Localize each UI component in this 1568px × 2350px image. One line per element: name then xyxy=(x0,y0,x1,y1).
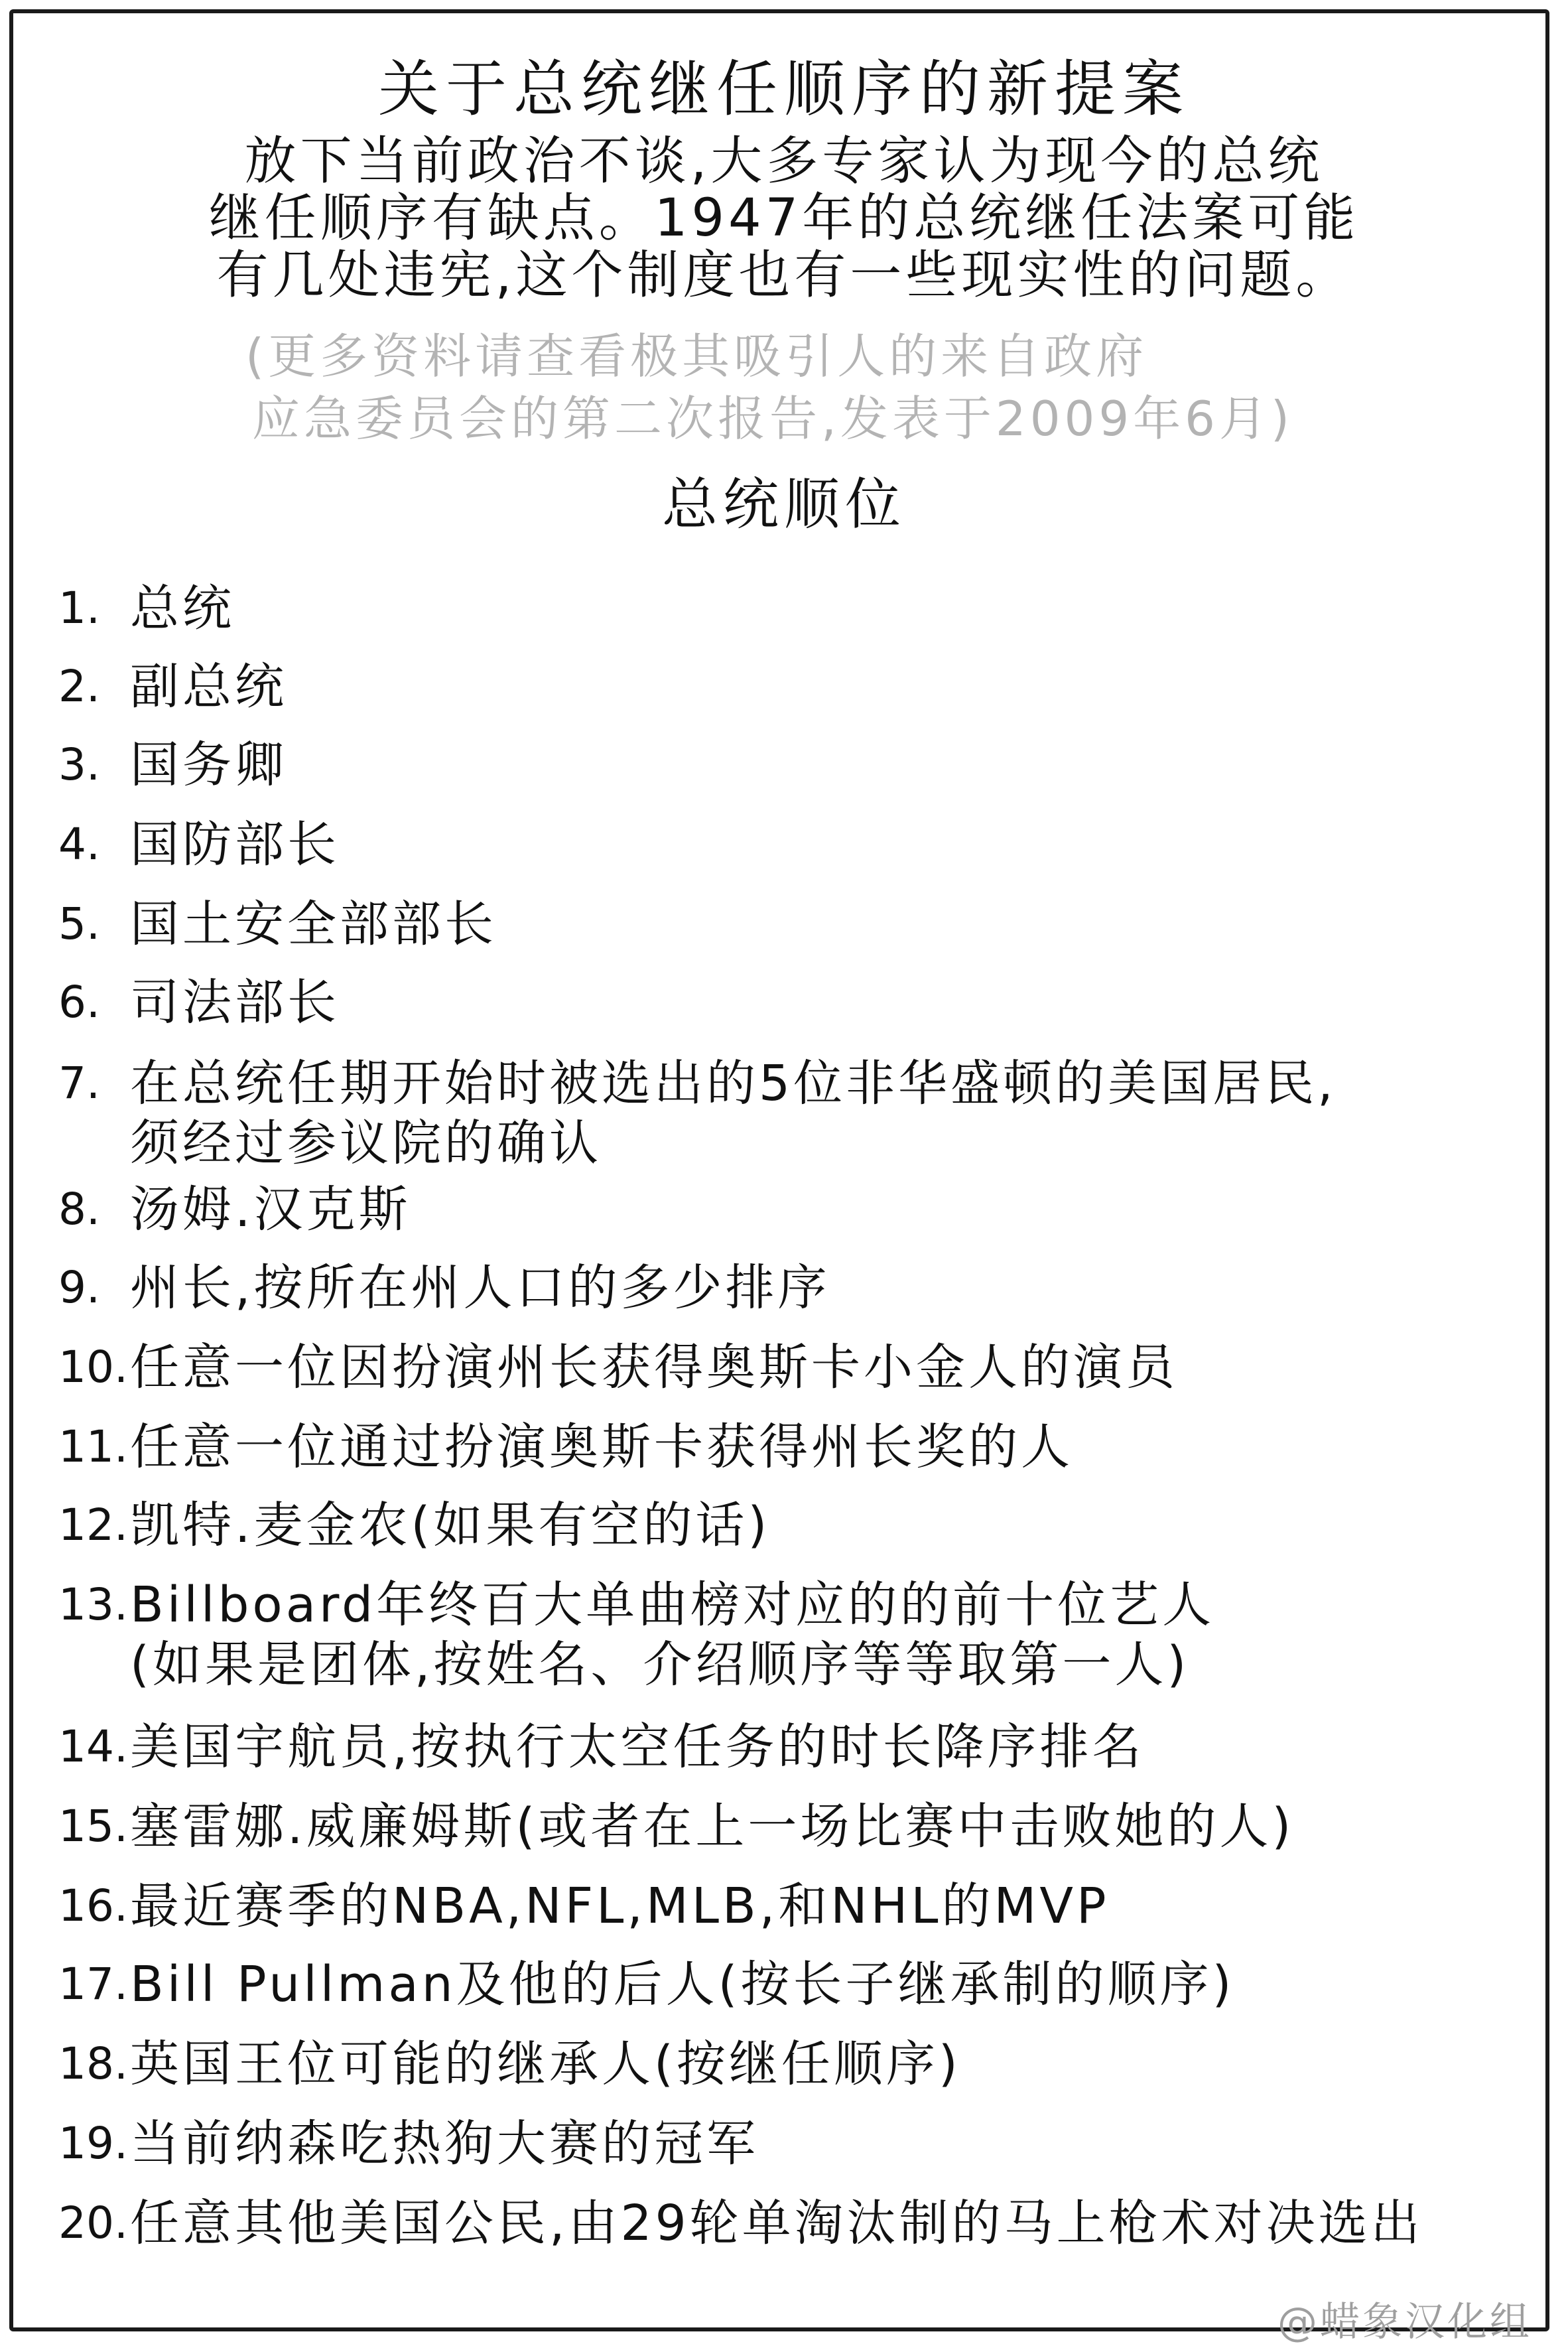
list-item-text xyxy=(130,1180,411,1239)
list-item-text xyxy=(130,579,235,638)
list-item-line: 任意其他美国公民,由29轮单淘汰制的马上枪术对决选出 xyxy=(130,2195,1423,2252)
list-item-text xyxy=(130,657,287,717)
list-item-number: 14. xyxy=(58,1721,128,1772)
list-item-line: 塞雷娜.威廉姆斯(或者在上一场比赛中击败她的人) xyxy=(130,1798,1295,1855)
intro-line: 放下当前政治不谈,大多专家认为现今的总统 xyxy=(244,131,1324,191)
list-item-number: 4. xyxy=(58,819,100,870)
list-item-line: 国防部长 xyxy=(130,816,340,873)
list-item-line: 须经过参议院的确认 xyxy=(130,1115,602,1172)
list-item-number: 2. xyxy=(58,661,100,712)
list-item-line: (如果是团体,按姓名、介绍顺序等等取第一人) xyxy=(130,1636,1190,1693)
list-item-number: 18. xyxy=(58,2038,128,2089)
list-item-line: 任意一位因扮演州长获得奥斯卡小金人的演员 xyxy=(130,1339,1178,1396)
intro-line: 有几处违宪,这个制度也有一些现实性的问题。 xyxy=(216,245,1352,305)
list-item-text xyxy=(130,1717,1145,1777)
list-item-line: 国土安全部部长 xyxy=(130,896,497,953)
list-item-number: 6. xyxy=(58,977,100,1028)
list-item-number: 7. xyxy=(58,1058,100,1109)
list-item-text xyxy=(130,1258,830,1318)
list-item-text xyxy=(130,1955,1234,2014)
list-item-number: 19. xyxy=(58,2118,128,2169)
list-item-number: 3. xyxy=(58,739,100,790)
list-item-line: 任意一位通过扮演奥斯卡获得州长奖的人 xyxy=(130,1418,1073,1476)
page-title: 关于总统继任顺序的新提案 xyxy=(377,54,1190,125)
list-item-text xyxy=(130,735,287,795)
list-item-text xyxy=(130,2034,961,2094)
translator-credit: @蜡象汉化组 xyxy=(1277,2299,1532,2345)
list-item-number: 13. xyxy=(58,1579,128,1630)
list-item-number: 10. xyxy=(58,1342,128,1393)
list-item-line: Bill Pullman及他的后人(按长子继承制的顺序) xyxy=(130,1956,1235,2013)
list-item-line: 美国宇航员,按执行太空任务的时长降序排名 xyxy=(130,1718,1145,1775)
list-item-number: 20. xyxy=(58,2197,128,2248)
section-heading: 总统顺位 xyxy=(661,472,906,537)
list-item-line: 当前纳森吃热狗大赛的冠军 xyxy=(130,2115,759,2172)
list-item-line: 副总统 xyxy=(130,658,287,715)
list-item-text xyxy=(130,1338,1178,1397)
list-item-number: 8. xyxy=(58,1184,100,1235)
list-item-number: 1. xyxy=(58,583,100,634)
note-line: 应急委员会的第二次报告,发表于2009年6月) xyxy=(252,391,1294,447)
list-item-text xyxy=(130,815,340,874)
list-item-number: 15. xyxy=(58,1801,128,1852)
list-item-line: 州长,按所在州人口的多少排序 xyxy=(130,1259,830,1316)
list-item-number: 12. xyxy=(58,1499,128,1551)
list-item-text xyxy=(130,1054,1337,1173)
list-item-line: 国务卿 xyxy=(130,736,287,794)
list-item-number: 5. xyxy=(58,898,100,949)
list-item-number: 16. xyxy=(58,1880,128,1931)
list-item-number: 9. xyxy=(58,1262,100,1313)
list-item-line: 司法部长 xyxy=(130,974,340,1031)
list-item-number: 11. xyxy=(58,1421,128,1472)
list-item-line: Billboard年终百大单曲榜对应的的前十位艺人 xyxy=(130,1576,1215,1633)
list-item-text xyxy=(130,1876,1110,1936)
list-item-text xyxy=(130,2193,1423,2253)
list-item-text xyxy=(130,1417,1073,1477)
list-item-number: 17. xyxy=(58,1959,128,2010)
list-item-line: 在总统任期开始时被选出的5位非华盛顿的美国居民, xyxy=(130,1055,1337,1112)
list-item-line: 英国王位可能的继承人(按继任顺序) xyxy=(130,2036,961,2093)
list-item-text xyxy=(130,2114,759,2174)
list-item-text xyxy=(130,1575,1214,1694)
list-item-line: 最近赛季的NBA,NFL,MLB,和NHL的MVP xyxy=(130,1878,1110,1935)
list-item-text xyxy=(130,1797,1294,1856)
intro-line: 继任顺序有缺点。1947年的总统继任法案可能 xyxy=(208,188,1360,248)
list-item-text xyxy=(130,973,340,1032)
list-item-text xyxy=(130,1495,770,1555)
list-item-line: 总统 xyxy=(130,580,235,637)
list-item-line: 汤姆.汉克斯 xyxy=(130,1181,411,1238)
note-line: (更多资料请查看极其吸引人的来自政府 xyxy=(245,328,1148,384)
list-item-line: 凯特.麦金农(如果有空的话) xyxy=(130,1497,771,1554)
list-item-text xyxy=(130,894,497,954)
